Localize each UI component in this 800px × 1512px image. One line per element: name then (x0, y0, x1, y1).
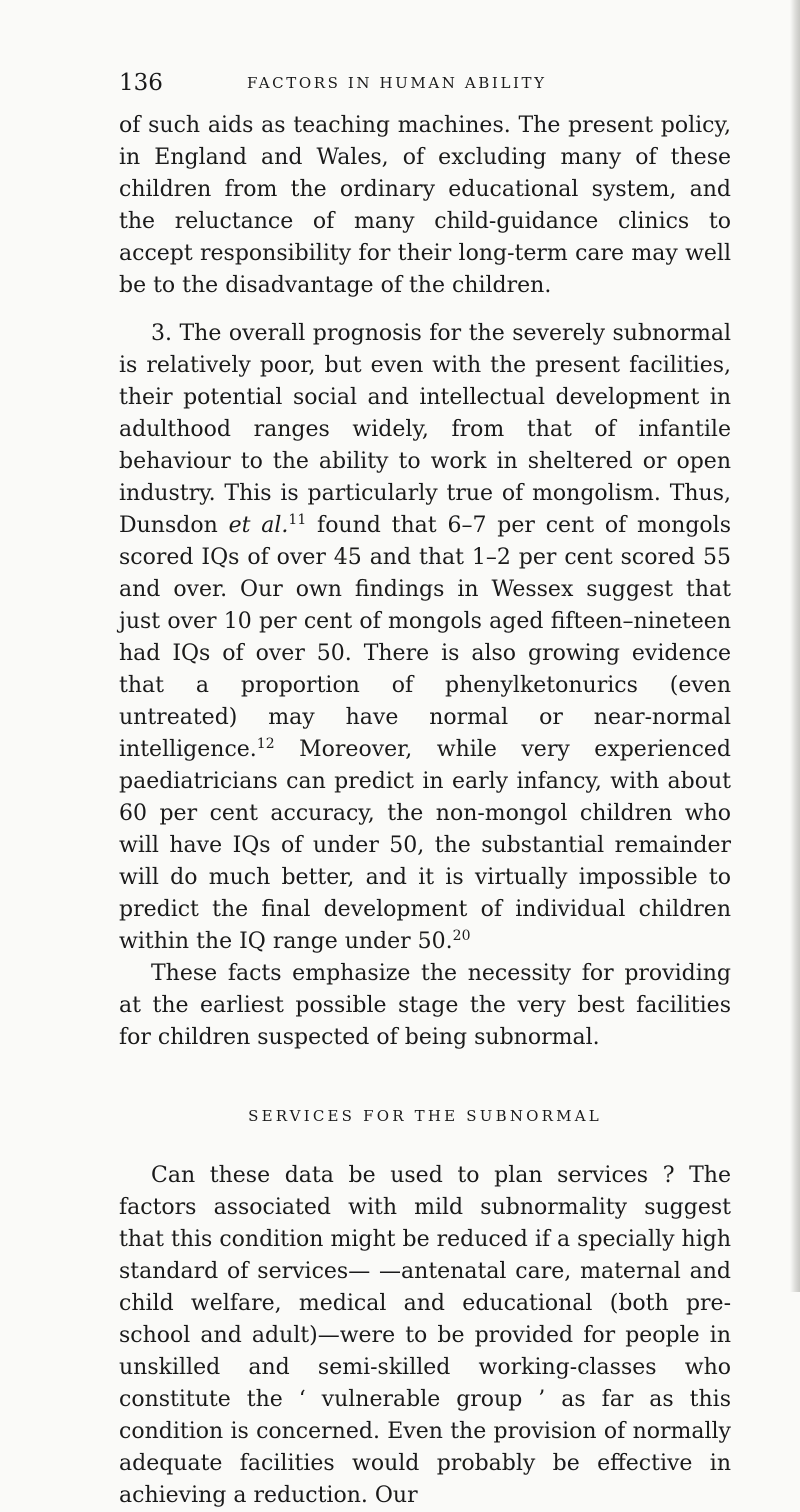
page-number: 136 (119, 70, 163, 96)
paragraph-3: These facts emphasize the necessity for providing at the earliest possible stage the very best facilities for children suspected of being subnormal. (119, 961, 731, 1050)
et-al: et al. (228, 513, 289, 538)
section-heading: SERVICES FOR THE SUBNORMAL (248, 1107, 602, 1125)
paragraph-4: Can these data be used to plan services ? The factors associated with mild subnormality suggest that this condition might be reduced if a specially high standard of services— —antenatal care, maternal and child welfare, medical and educational (both pre-school and adult)—were to be provided for people in unskilled and semi-skilled working-classes who constitute the ‘ vulnerable group ’ as far as this condition is concerned. Even the provision of normally adequate facilities would probably be effective in achieving a reduction. Our (119, 1163, 731, 1508)
footnote-ref-12: 12 (256, 736, 275, 752)
footnote-ref-11: 11 (288, 512, 307, 528)
running-head (119, 66, 731, 100)
running-title: FACTORS IN HUMAN ABILITY (247, 74, 547, 92)
paragraph-2-part-3: Moreover, while very experienced paediatricians can predict in early infancy, with about 60 per cent accuracy, the non-mongol children who will have IQs of under 50, the substantial remainder will do much better, and it is virtually impossible to predict the final development of individual children within the IQ range under 50. (119, 737, 731, 954)
body-text (119, 110, 731, 1512)
paragraph-2 (119, 318, 731, 958)
paragraph-2-part-1: 3. The overall prognosis for the severely subnormal is relatively poor, but even with the present facilities, their potential social and intellectual development in adulthood ranges widely, from that of infantile behaviour to the ability to work in sheltered or open industry. This is particularly true of mongolism. Thus, Dunsdon (119, 321, 731, 538)
page-edge-shadow (790, 0, 800, 1292)
paragraph-2-part-2: found that 6–7 per cent of mongols scored IQs of over 45 and that 1–2 per cent scored 55 and over. Our own findings in Wessex suggest that just over 10 per cent of mongols aged fifteen–nineteen had IQs of over 50. There is also growing evidence that a proportion of phenylketonurics (even untreated) may have normal or near-normal intelligence. (119, 513, 731, 762)
footnote-ref-20: 20 (452, 928, 471, 944)
paragraph-1: of such aids as teaching machines. The present policy, in England and Wales, of excluding many of these children from the ordinary educational system, and the reluctance of many child-guidance clinics to accept responsibility for their long-term care may well be to the disadvantage of the children. (119, 113, 731, 298)
